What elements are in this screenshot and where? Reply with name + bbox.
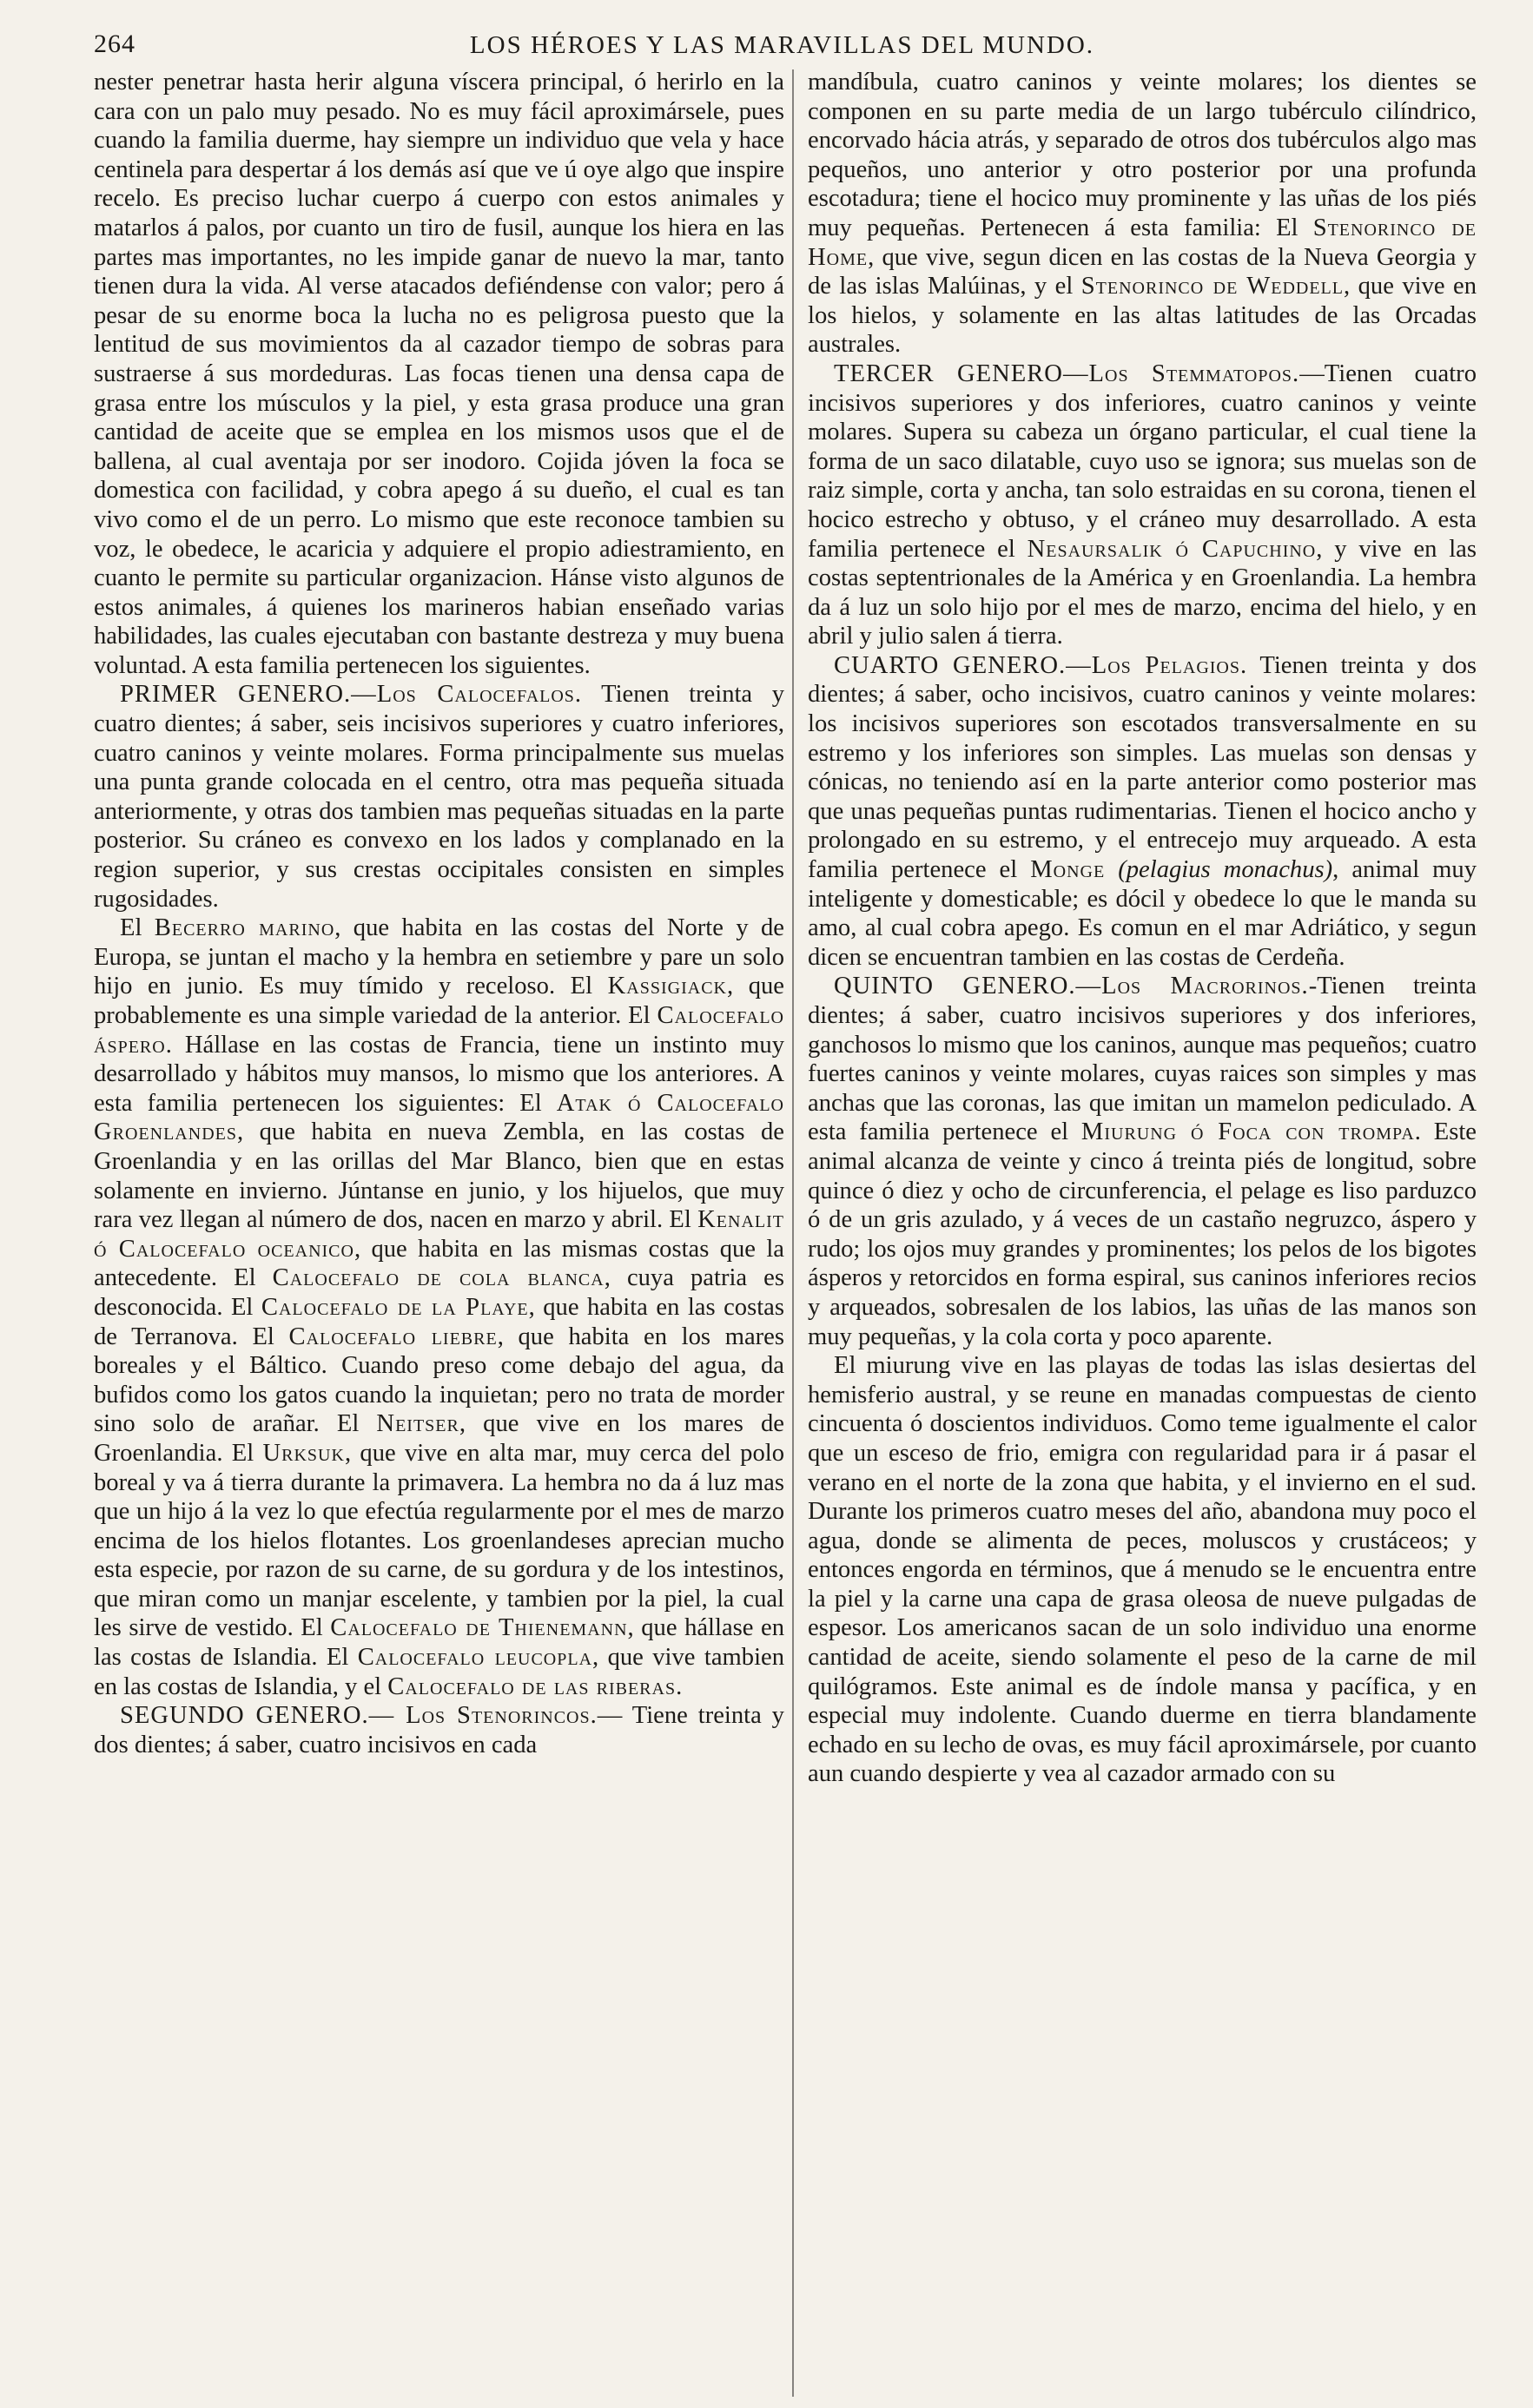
species-name: Nesaursalik ó Capuchino [1027, 535, 1317, 563]
text-run: , que probablemente es una simple variedad de la anterior. El [94, 973, 784, 1029]
paragraph-cuarto-genero [808, 651, 1477, 973]
paragraph-miurung: El miurung vive en las playas de todas las islas desiertas del hemisferio austral, y se reune en manadas compuestas de ciento cincuenta ó doscientos individuos. Como teme igualmente el calor que un esceso de frio, emigra con regularidad para ir á pasar el verano en el norte de la zona que habita, y el invierno en el sud. Durante los primeros cuatro meses del año, abandona muy poco el agua, donde se alimenta de peces, moluscos y crustáceos; y entonces engorda en términos, que á menudo se le encuentra entre la piel y la carne una capa de grasa oleosa de nueve pulgadas de espesor. Los americanos sacan de un solo individuo una enorme cantidad de aceite, siendo solamente el peso de la carne de mil quilógramos. Este animal es de índole mansa y pacífica, y en especial muy indolente. Cuando duerme en tierra blandamente echado en su lecho de ovas, es muy fácil aproximársele, por cuanto aun cuando despierte y vea al cazador armado con su [808, 1352, 1477, 1788]
species-name: Calocefalo áspero [94, 1002, 784, 1059]
genus-heading: CUARTO GENERO. [834, 651, 1067, 679]
genus-description: -Tienen treinta dientes; á saber, cuatro incisivos superiores y dos inferiores, ganchosos lo mismo que los caninos, aunque mas pequeños; cuatro fuertes caninos y veinte molares, cuyas raices son simples y mas anchas que las coronas, las que imitan un mamelon pediculado. A esta familia pertenece el [808, 973, 1477, 1146]
species-name: Monge [1030, 856, 1106, 884]
genus-description: — Tiene treinta y dos dientes; á saber, cuatro incisivos en cada [94, 1702, 784, 1758]
page-number: 264 [94, 30, 135, 58]
species-name: Urksuk [262, 1439, 345, 1467]
text-run: , que habita en las mismas costas que la antecedente. El [94, 1235, 784, 1292]
species-name: Calocefalo leucopla [357, 1644, 593, 1672]
species-name: Kenalit ó Calocefalo oceanico [94, 1206, 784, 1263]
genus-name: —Los Macrorinos. [1075, 973, 1309, 1000]
text-run: , y vive en las costas septentrionales de la América y en Groenlandia. La hembra da á luz un solo hijo por el mes de marzo, encima del hielo, y en abril y julio salen á tierra. [808, 535, 1477, 650]
species-name: Neitser [376, 1410, 459, 1438]
text-run: , que habita en las costas de Terranova. El [94, 1293, 784, 1350]
species-name: Calocefalo de cola blanca [272, 1264, 605, 1292]
genus-heading: SEGUNDO GENERO. [120, 1702, 369, 1730]
paragraph-segundo-genero [94, 1701, 784, 1759]
paragraph-tercer-genero [808, 360, 1477, 651]
latin-name: (pelagius monachus) [1118, 856, 1333, 884]
species-name: Calocefalo de la Playe [261, 1293, 529, 1321]
genus-heading: QUINTO GENERO. [834, 973, 1076, 1000]
text-run: , que vive en alta mar, muy cerca del polo boreal y va á tierra durante la primavera. La hembra no da á luz mas que un hijo á la vez lo que efectúa regularmente por el mes de marzo encima de los hielos flotantes. Los groenlandeses aprecian mucho esta especie, por razon de su carne, de su gordura y de los intestinos, que miran como un manjar escelente, y tambien por la piel, la cual les sirve de vestido. El [94, 1439, 784, 1642]
text-run: , que vive en los mares de Groenlandia. El [94, 1410, 784, 1467]
text-run: . Hállase en las costas de Francia, tiene un instinto muy desarrollado y hábitos muy mansos, lo mismo que los anteriores. A esta familia pertenecen los siguientes: El [94, 1031, 784, 1117]
species-name: Calocefalo liebre [288, 1323, 498, 1350]
genus-heading: TERCER GENERO [834, 360, 1063, 387]
paragraph-primer-genero [94, 680, 784, 914]
genus-heading: PRIMER GENERO. [120, 681, 352, 709]
text-run: . Este animal alcanza de veinte y cinco á treinta piés de longitud, sobre quince ó diez y ocho de circunferencia, el pelage es liso parduzco ó de un gris azulado, y á veces de un castaño negruzco, áspero y rudo; los ojos muy grandes y prominentes; los pelos de los bigotes ásperos y retorcidos en forma espiral, sus caninos inferiores recios y arqueados, sobresalen de los labios, las uñas de las manos son muy pequeñas, y la cola corta y poco aparente. [808, 1118, 1477, 1350]
species-name: Calocefalo de Thienemann [330, 1614, 628, 1642]
paragraph-seal-hunting: nester penetrar hasta herir alguna víscera principal, ó herirlo en la cara con un palo muy pesado. No es muy fácil aproximársele, pues cuando la familia duerme, hay siempre un individuo que vela y hace centinela para despertar á los demás así que ve ú oye algo que inspire recelo. Es preciso luchar cuerpo á cuerpo con estos animales y matarlos á palos, por cuanto un tiro de fusil, aunque los hiera en las partes mas importantes, no les impide ganar de nuevo la mar, tanto tienen dura la vida. Al verse atacados defiéndense con valor; pero á pesar de su enorme boca la lucha no es peligrosa puesto que la lentitud de sus movimientos da al cazador tiempo de sobras para sustraerse á sus mordeduras. Las focas tienen una densa capa de grasa entre los músculos y la piel, y esta grasa produce una gran cantidad de aceite que se emplea en los mismos usos que el de ballena, al cual aventaja por ser inodoro. Cojida jóven la foca se domestica con facilidad, y cobra apego á su dueño, el cual es tan vivo como el de un perro. Lo mismo que este reconoce tambien su voz, le obedece, le acaricia y adquiere el propio adiestramiento, en cuanto le permite su particular organizacion. Hánse visto algunos de estos animales, á quienes los marineros habian enseñado varias habilidades, las cuales ejecutaban con bastante destreza y muy buena voluntad. A esta familia pertenecen los siguientes. [94, 69, 784, 679]
paragraph-species-list [94, 914, 784, 1701]
text-run: , animal muy inteligente y domesticable; es dócil y obedece lo que le manda su amo, al cual cobra apego. Es comun en el mar Adriático, y segun dicen se encuentran tambien en las costas de Cerdeña. [808, 856, 1477, 971]
text-run: El [120, 914, 155, 942]
column-divider [792, 69, 794, 2397]
genus-description: —Tienen cuatro incisivos superiores y dos inferiores, cuatro caninos y veinte molares. Supera su cabeza un órgano particular, el cual tiene la forma de un saco dilatable, cuyo uso se ignora; sus muelas son de raiz simple, corta y ancha, tan solo estraidas en su corona, tienen el hocico estrecho y obtuso, y el cráneo muy desarrollado. A esta familia pertenece el [808, 360, 1477, 563]
text-run: mandíbula, cuatro caninos y veinte molares; los dientes se componen en su parte media de un largo tubérculo cilíndrico, encorvado hácia atrás, y separado de otros dos tubérculos algo mas pequeños, uno anterior y otro posterior por una profunda escotadura; tiene el hocico muy prominente y las uñas de los piés muy pequeñas. Pertenecen á esta familia: El [808, 69, 1477, 241]
text-run: , que vive tambien en las costas de Islandia, y el [94, 1644, 784, 1700]
left-column [94, 68, 784, 1759]
text-run: . [676, 1672, 683, 1700]
paragraph-stenorincos-cont [808, 68, 1477, 360]
species-name: Atak ó Calocefalo Groenlandes [94, 1089, 784, 1146]
genus-name: —Los Stemmatopos. [1062, 360, 1300, 387]
genus-name: — Los Stenorincos. [368, 1702, 598, 1730]
running-title: LOS HÉROES Y LAS MARAVILLAS DEL MUNDO. [469, 31, 1095, 59]
text-run: , cuya patria es desconocida. El [94, 1264, 784, 1321]
species-name: Stenorinco de Home [808, 214, 1477, 271]
species-name: Stenorinco de Weddell [1080, 273, 1344, 300]
text-run: , que habita en nueva Zembla, en las costas de Groenlandia y en las orillas del Mar Blanco, bien que en estas solamente en invierno. Júntanse en junio, y los hijuelos, que muy rara vez llegan al número de dos, nacen en marzo y abril. El [94, 1118, 784, 1234]
text-run: , que hállase en las costas de Islandia. El [94, 1614, 784, 1672]
species-name: Calocefalo de las riberas [387, 1672, 677, 1700]
genus-description: Tienen treinta y cuatro dientes; á saber, seis incisivos superiores y cuatro inferiores, cuatro caninos y veinte molares. Forma principalmente sus muelas una punta grande colocada en el centro, otra mas pequeña situada anteriormente, y otras dos tambien mas pequeñas situadas en la parte posterior. Su cráneo es convexo en los lados y complanado en la region superior, y sus crestas occipitales consisten en simples rugosidades. [94, 681, 784, 913]
text-run: , que vive en los hielos, y solamente en las altas latitudes de las Orcadas australes. [808, 273, 1477, 359]
genus-name: —Los Calocefalos. [351, 681, 583, 709]
page-header [94, 26, 1470, 61]
right-column [808, 68, 1477, 1789]
genus-name: —Los Pelagios. [1066, 651, 1248, 679]
species-name: Miurung ó Foca con trompa [1080, 1118, 1415, 1146]
text-run: , que habita en los mares boreales y el Báltico. Cuando preso come debajo del agua, da bufidos como los gatos cuando la inquietan; pero no trata de morder sino solo de arañar. El [94, 1323, 784, 1438]
paragraph-quinto-genero [808, 972, 1477, 1351]
species-name: Kassigiack [607, 973, 727, 1000]
genus-description: Tienen treinta y dos dientes; á saber, ocho incisivos, cuatro caninos y veinte molares: los incisivos superiores son escotados transversalmente en su estremo y los inferiores son simples. Las muelas son densas y cónicas, no teniendo así en la parte anterior como posterior mas que unas pequeñas puntas rudimentarias. Tienen el hocico ancho y prolongado en su estremo, y el entrecejo muy arqueado. A esta familia pertenece el [808, 651, 1477, 884]
text-run: , que vive, segun dicen en las costas de la Nueva Georgia y de las islas Malúinas, y el [808, 243, 1477, 300]
text-run: , que habita en las costas del Norte y de Europa, se juntan el macho y la hembra en setiembre y pare un solo hijo en junio. Es muy tímido y receloso. El [94, 914, 784, 1000]
species-name: Becerro marino [154, 914, 335, 942]
